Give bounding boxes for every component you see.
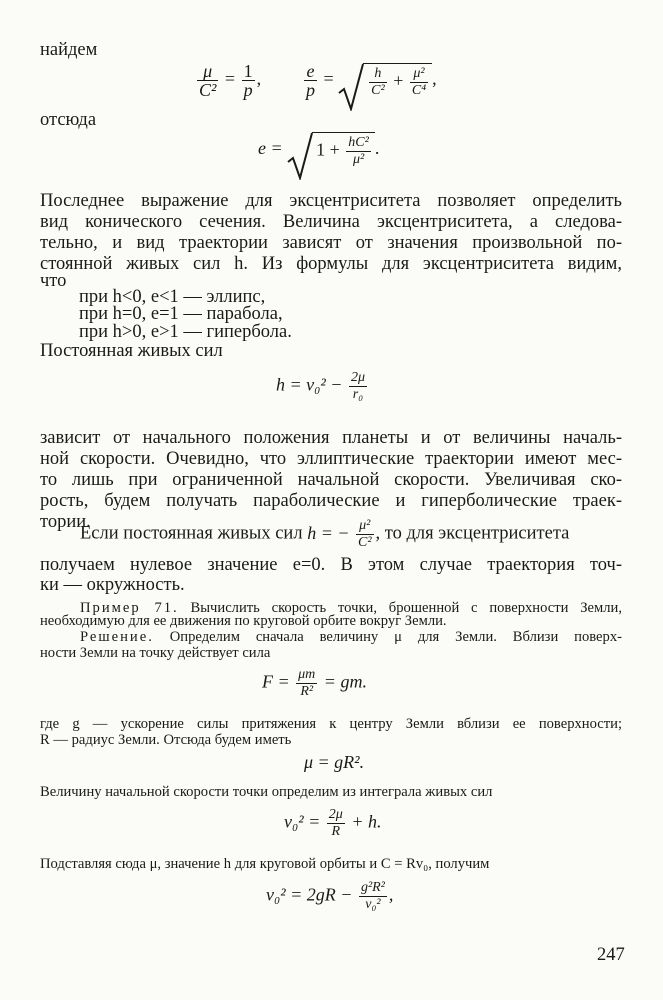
paragraph-line: Постоянная живых сил (40, 341, 223, 361)
paragraph-line: рость, будем получать параболические и гиперболические траек- (40, 491, 622, 511)
solution-label: Решение. (80, 629, 154, 645)
fraction: $\frac{\mu m}{\text{R²}}$ (298, 667, 316, 699)
solution-line: ности Земли на точку действует сила (40, 645, 271, 661)
fraction: $\frac{\mu}{\text{C²}}$ (199, 61, 217, 100)
paragraph-line: R — радиус Земли. Отсюда будем иметь (40, 732, 292, 748)
formula-energy-constant: h = v₀² − $\frac{2\mu}{\text{r₀}}$ (276, 370, 365, 402)
formula-mu-over-c2: $\frac{\mu}{\text{C²}}$ = $\frac{1}{p}$ , (199, 61, 262, 100)
paragraph-line: зависит от начального положения планеты и от величины началь- (40, 428, 622, 448)
text-naydem: найдем (40, 40, 98, 60)
fraction: $\frac{\text{g²R²}}{\text{v₀²}}$ (360, 880, 385, 912)
formula-mu: μ = gR². (304, 752, 365, 772)
paragraph-line: то лишь при ограниченной начальной скорости. Увеличивая ско- (40, 470, 622, 490)
case-ellipse: при h<0, e<1 — эллипс, (79, 287, 266, 307)
formula-initial-velocity: v₀² = $\frac{2\mu}{R}$ + h. (284, 807, 382, 839)
paragraph-line: тории. (40, 512, 91, 532)
fraction: $\frac{\text{hC²}}{\text{μ²}}$ (348, 135, 369, 167)
square-root: $\frac{h}{\text{C²}}$ + $\frac{\text{μ²}}{\text{C⁴}}$ (338, 63, 432, 99)
formula-circle-condition: h = − $\frac{\text{μ²}}{\text{C²}}$ (307, 518, 372, 550)
example-line: Пример 71. Вычислить скорость точки, брошенной с поверхности Земли, (80, 600, 623, 616)
solution-line: Решение. Определим сначала величину μ для Земли. Вблизи поверх- (80, 629, 622, 645)
paragraph-line: вид конического сечения. Величина эксцентриситета, а следова- (40, 212, 622, 232)
example-label: Пример 71. (80, 600, 179, 616)
fraction: $\frac{e}{p}$ (306, 61, 315, 100)
paragraph-line: Величину начальной скорости точки определим из интеграла живых сил (40, 784, 493, 800)
paragraph-line: что (40, 271, 67, 291)
fraction: $\frac{2\mu}{R}$ (328, 807, 343, 839)
fraction: $\frac{1}{p}$ (243, 61, 253, 100)
text-otsyuda: отсюда (40, 110, 97, 130)
formula-force: F = $\frac{\mu m}{\text{R²}}$ = gm. (262, 667, 367, 699)
case-hyperbola: при h>0, e>1 — гипербола. (79, 322, 292, 342)
paragraph-line: ки — окружность. (40, 575, 185, 595)
fraction: $\frac{\text{μ²}}{\text{C²}}$ (357, 518, 372, 550)
paragraph-line: тельно, и вид траектории зависят от значения произвольной по- (40, 233, 622, 253)
paragraph-line-with-formula: Если постоянная живых сил h = − $\frac{\text{μ²}}{\text{C²}}$ , то для эксцентриситета (80, 518, 570, 550)
paragraph-line: получаем нулевое значение e=0. В этом случае траектория точ- (40, 555, 622, 575)
case-parabola: при h=0, e=1 — парабола, (79, 304, 283, 324)
paragraph-line: ной скорости. Очевидно, что эллиптические траектории имеют мес- (40, 449, 622, 469)
formula-velocity-squared: v₀² = 2gR − $\frac{\text{g²R²}}{\text{v₀²}}$ , (266, 880, 394, 912)
page-number: 247 (597, 945, 625, 965)
paragraph-line: Подставляя сюда μ, значение h для круговой орбиты и C = Rv₀, получим (40, 856, 490, 872)
example-line: необходимую для ее движения по круговой орбите вокруг Земли. (40, 613, 447, 629)
square-root: 1 + $\frac{\text{hC²}}{\text{μ²}}$ (287, 132, 375, 168)
fraction: $\frac{h}{\text{C²}}$ (371, 65, 385, 98)
paragraph-line: где g — ускорение силы притяжения к центру Земли вблизи ее поверхности; (40, 716, 622, 732)
fraction: $\frac{2\mu}{\text{r₀}}$ (350, 370, 365, 402)
paragraph-line: стоянной живых сил h. Из формулы для эксцентриситета видим, (40, 254, 622, 274)
formula-eccentricity: e = 1 + $\frac{\text{hC²}}{\text{μ²}}$ . (258, 132, 379, 168)
formula-e-over-p: $\frac{e}{p}$ = $\frac{h}{\text{C²}}$ + $\frac{\text{μ²}}{\text{C⁴}}$ , (302, 62, 437, 99)
paragraph-line: Последнее выражение для эксцентриситета позволяет определить (40, 191, 622, 211)
fraction: $\frac{\text{μ²}}{\text{C⁴}}$ (411, 65, 427, 98)
